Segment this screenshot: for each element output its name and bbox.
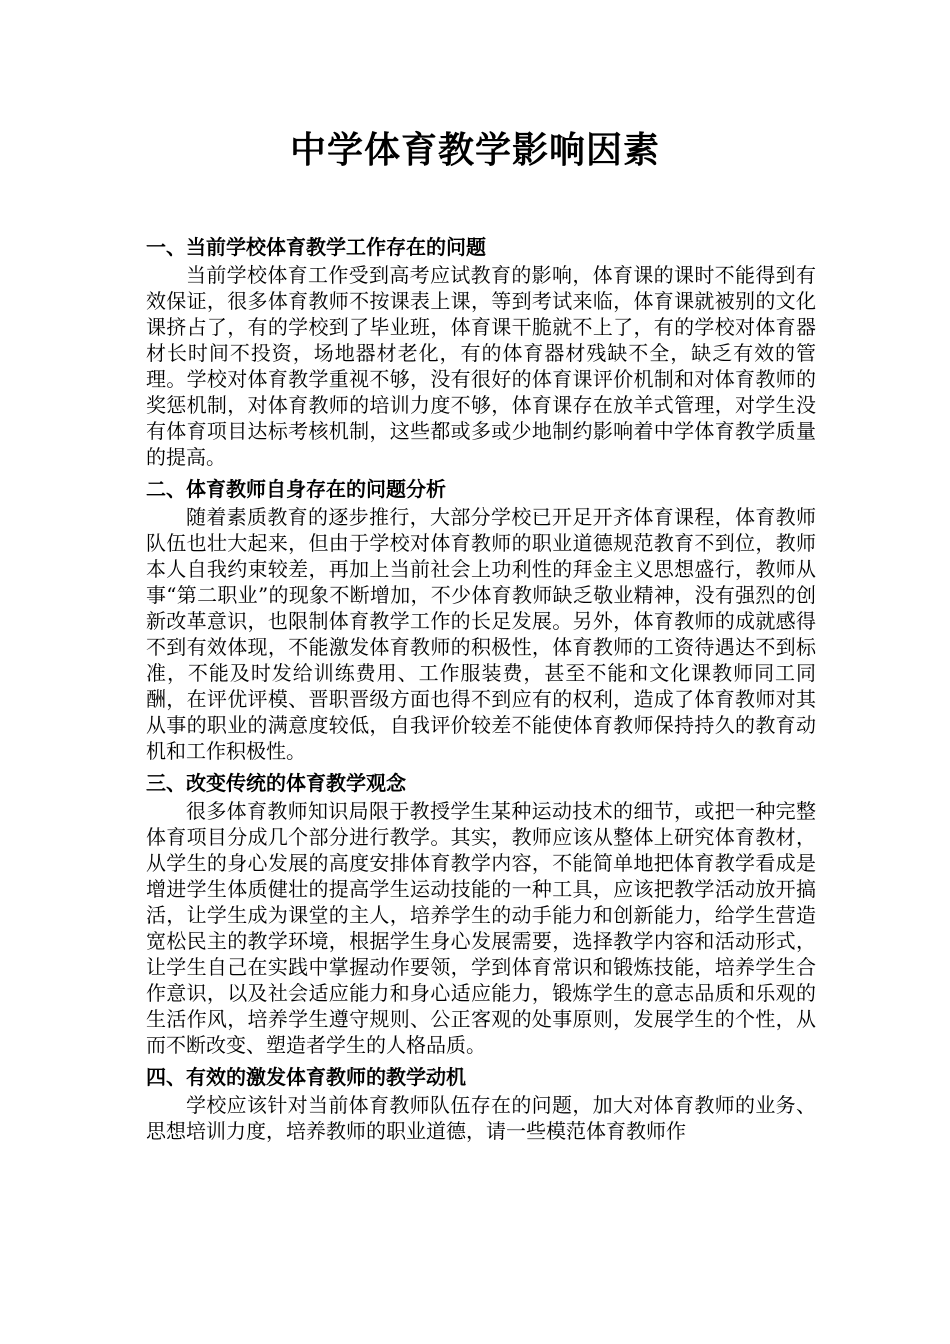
document-body [146,234,816,1150]
section-heading: 四、有效的激发体育教师的教学动机 [146,1065,466,1089]
section-1 [146,234,816,470]
section-3 [146,770,816,1058]
section-4 [146,1064,816,1144]
section-heading: 二、体育教师自身存在的问题分析 [146,477,446,501]
section-paragraph: 很多体育教师知识局限于教授学生某种运动技术的细节，或把一种完整体育项目分成几个部分进行教学。其实，教师应该从整体上研究体育教材，从学生的身心发展的高度安排体育教学内容，不能简单地把体育教学看成是增进学生体质健壮的提高学生运动技能的一种工具，应该把教学活动放开搞活，让学生成为课堂的主人，培养学生的动手能力和创新能力，给学生营造宽松民主的教学环境，根据学生身心发展需要，选择教学内容和活动形式，让学生自己在实践中掌握动作要领，学到体育常识和锻炼技能，培养学生合作意识，以及社会适应能力和身心适应能力，锻炼学生的意志品质和乐观的生活作风，培养学生遵守规则、公正客观的处事原则，发展学生的个性，从而不断改变、塑造者学生的人格品质。 [146,799,816,1057]
section-paragraph: 当前学校体育工作受到高考应试教育的影响，体育课的课时不能得到有效保证，很多体育教师不按课表上课，等到考试来临，体育课就被别的文化课挤占了，有的学校到了毕业班，体育课干脆就不上了，有的学校对体育器材长时间不投资，场地器材老化，有的体育器材残缺不全，缺乏有效的管理。学校对体育教学重视不够，没有很好的体育课评价机制和对体育教师的奖惩机制，对体育教师的培训力度不够，体育课存在放羊式管理，对学生没有体育项目达标考核机制，这些都或多或少地制约影响着中学体育教学质量的提高。 [146,263,816,469]
section-heading: 一、当前学校体育教学工作存在的问题 [146,235,486,259]
section-paragraph: 随着素质教育的逐步推行，大部分学校已开足开齐体育课程，体育教师队伍也壮大起来，但由于学校对体育教师的职业道德规范教育不到位，教师本人自我约束较差，再加上当前社会上功利性的拜金主义思想盛行，教师从事“第二职业”的现象不断增加，不少体育教师缺乏敬业精神，没有强烈的创新改革意识，也限制体育教学工作的长足发展。另外，体育教师的成就感得不到有效体现，不能激发体育教师的积极性，体育教师的工资待遇达不到标准，不能及时发给训练费用、工作服装费，甚至不能和文化课教师同工同酬，在评优评模、晋职晋级方面也得不到应有的权利，造成了体育教师对其从事的职业的满意度较低，自我评价较差不能使体育教师保持持久的教育动机和工作积极性。 [146,505,816,763]
section-paragraph: 学校应该针对当前体育教师队伍存在的问题，加大对体育教师的业务、思想培训力度，培养教师的职业道德，请一些模范体育教师作 [146,1093,816,1143]
section-heading: 三、改变传统的体育教学观念 [146,771,406,795]
document-title: 中学体育教学影响因素 [289,129,660,171]
section-2 [146,476,816,764]
